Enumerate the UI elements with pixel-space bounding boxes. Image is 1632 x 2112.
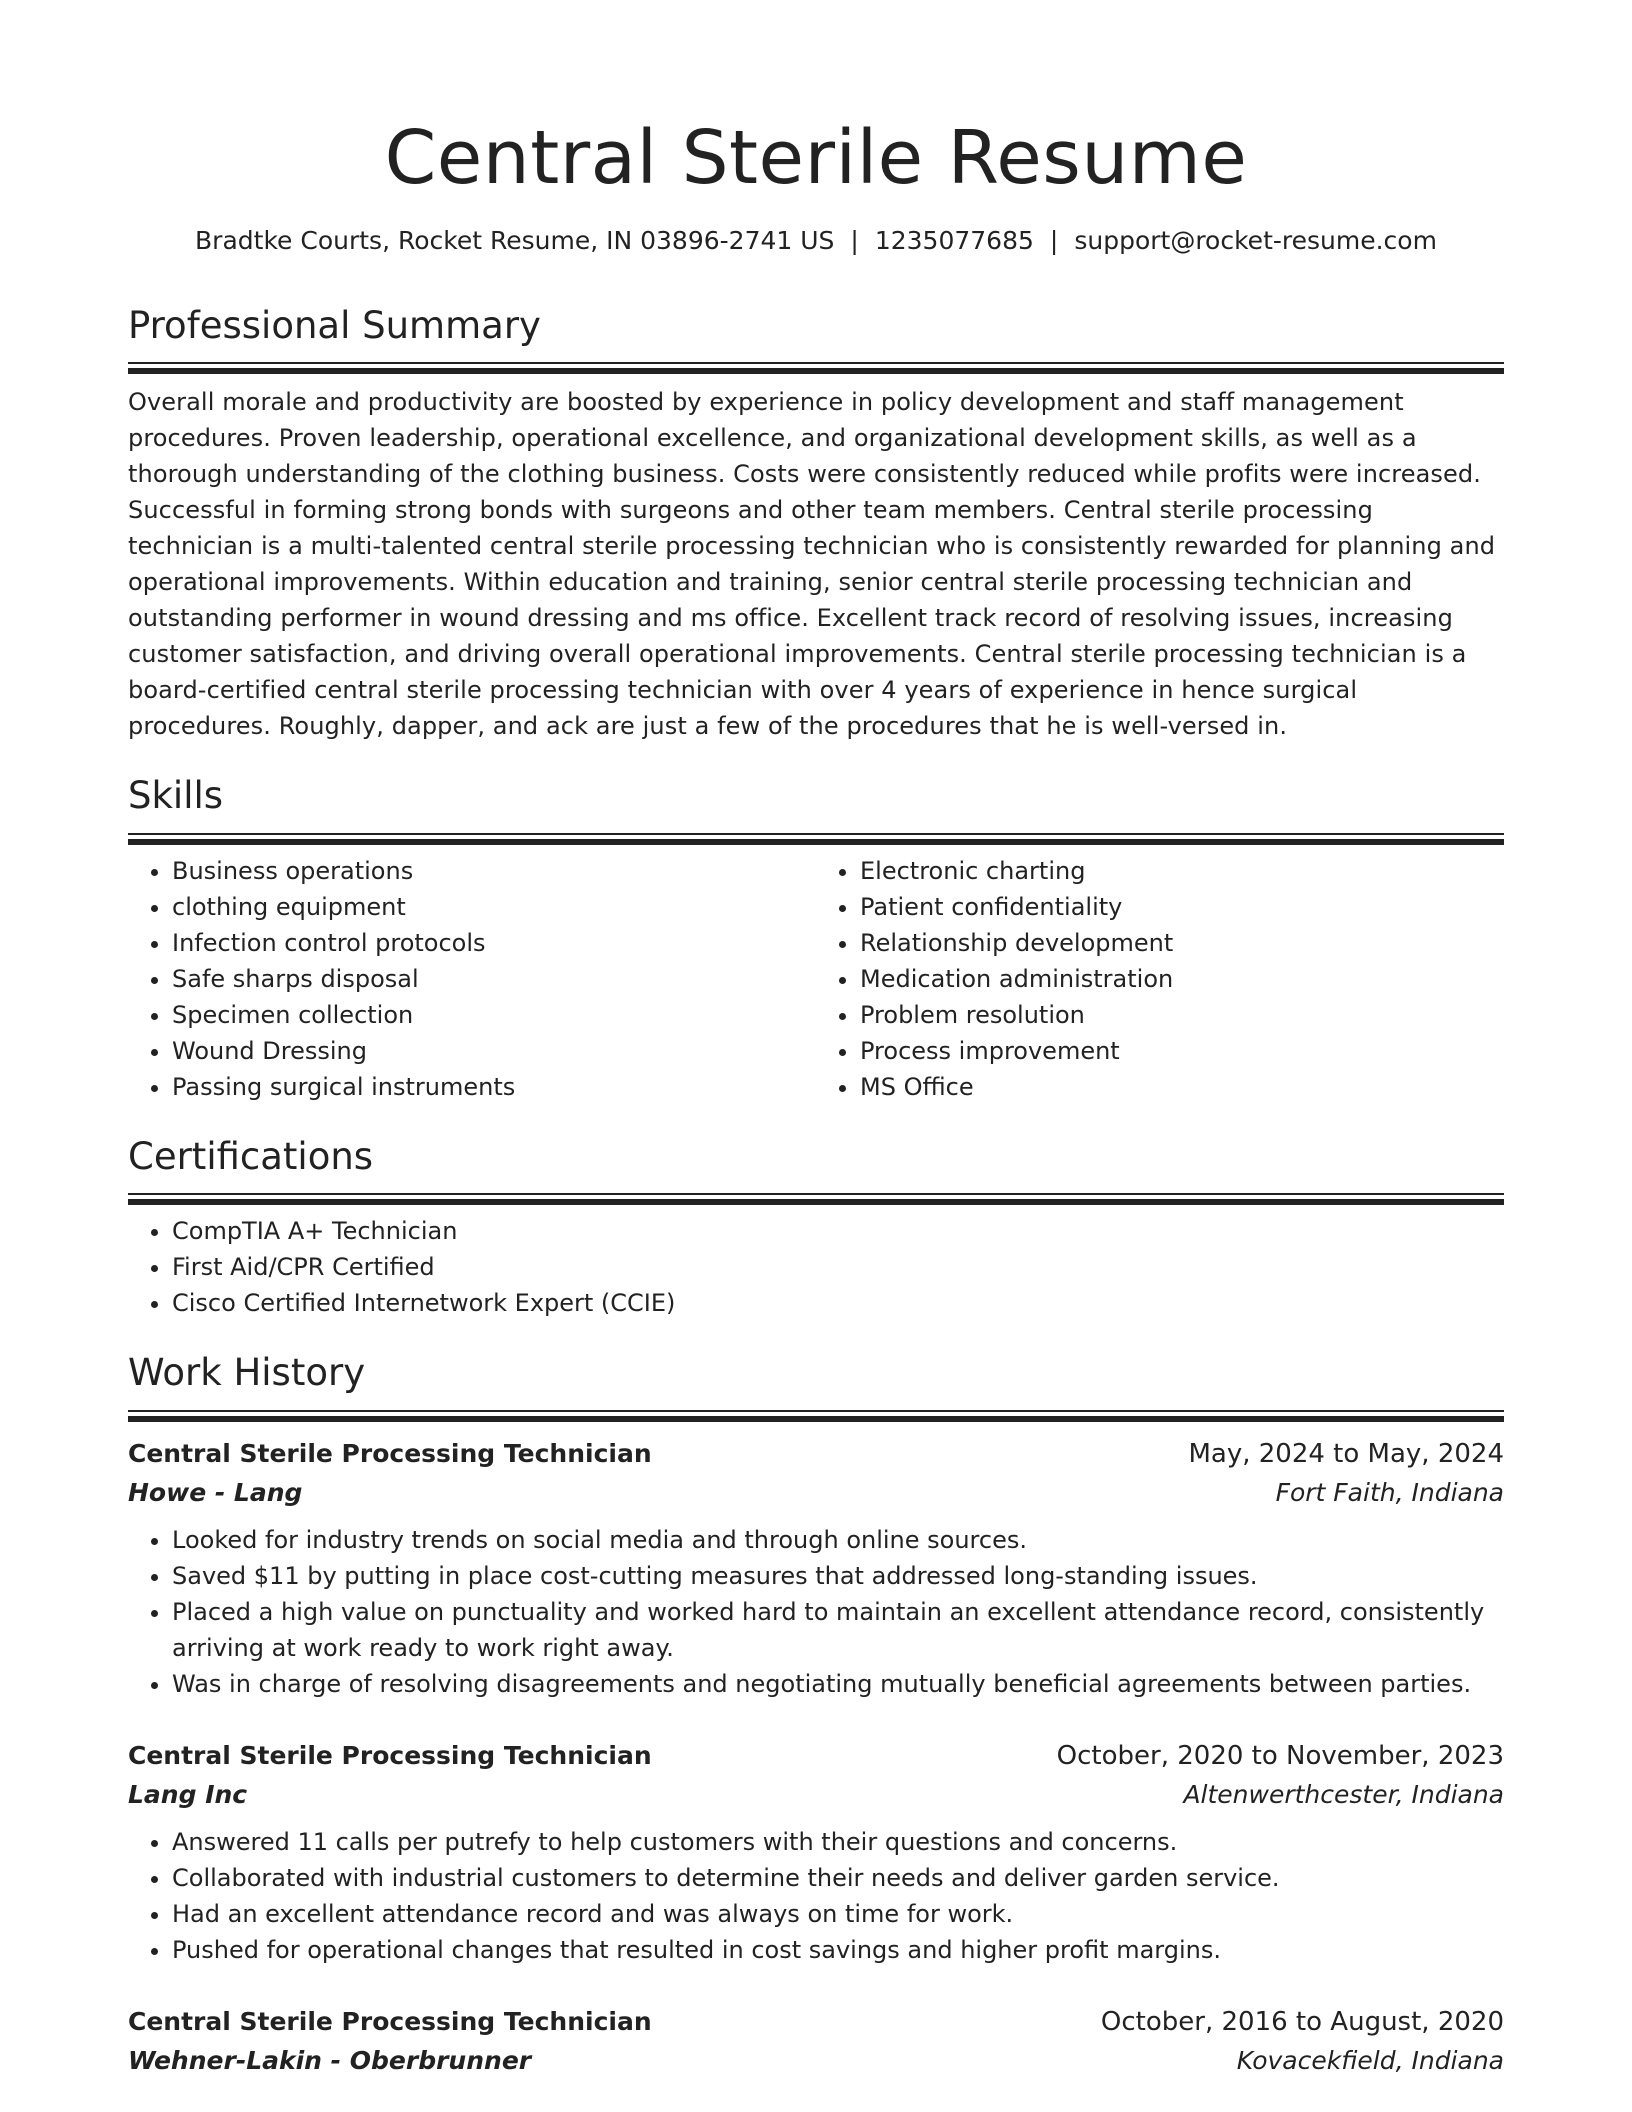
skill-item: • Patient confidentiality [860,889,1504,925]
skills-grid [128,839,1504,1105]
certifications-heading: Certifications [128,1134,374,1178]
job-bullet: • Had an excellent attendance record and was always on time for work. [172,1896,1504,1932]
job-location: Altenwerthcester, Indiana [1183,1779,1504,1809]
work-history-heading: Work History [128,1351,366,1395]
job-entry [128,1736,1504,1968]
skill-item: • Electronic charting [860,853,1504,889]
skill-item: • MS Office [860,1069,1504,1105]
job-company: Lang Inc [128,1779,248,1809]
job-dates: October, 2016 to August, 2020 [1100,2006,1504,2037]
job-company: Howe - Lang [128,1477,303,1507]
section-divider [128,362,1504,368]
contact-separator: | [850,226,859,256]
contact-address: Bradtke Courts, Rocket Resume, IN 03896-2741 US [195,226,835,256]
skill-item: • Relationship development [860,925,1504,961]
certifications-list [128,1213,1504,1321]
skill-item: • Process improvement [860,1033,1504,1069]
job-title: Central Sterile Processing Technician [128,1740,652,1770]
job-bullet: • Looked for industry trends on social media and through online sources. [172,1522,1504,1558]
summary-heading: Professional Summary [128,304,541,348]
job-bullets [128,1522,1504,1702]
job-header-row [128,1736,1504,1776]
certification-item: • CompTIA A+ Technician [172,1213,1504,1249]
job-bullet: • Pushed for operational changes that resulted in cost savings and higher profit margins. [172,1932,1504,1968]
job-bullets [128,1824,1504,1968]
skills-section [128,774,1504,1104]
skill-item: • Problem resolution [860,997,1504,1033]
skill-item: • clothing equipment [172,889,816,925]
work-history-section [128,1351,1504,2079]
skills-heading: Skills [128,774,224,818]
contact-phone: 1235077685 [874,226,1034,256]
job-title: Central Sterile Processing Technician [128,1438,652,1468]
resume-title: Central Sterile Resume [384,115,1248,201]
summary-text: Overall morale and productivity are boosted by experience in policy development and staff management procedures. Proven leadership, operational excellence, and organizational development skills, as well as a thorough understanding of the clothing business. Costs were consistently reduced while profits were increased. Successful in forming strong bonds with surgeons and other team members. Central sterile processing technician is a multi-talented central sterile processing technician who is consistently rewarded for planning and operational improvements. Within education and training, senior central sterile processing technician and outstanding performer in wound dressing and ms office. Excellent track record of resolving issues, increasing customer satisfaction, and driving overall operational improvements. Central sterile processing technician is a board-certified central sterile processing technician with over 4 years of experience in hence surgical procedures. Roughly, dapper, and ack are just a few of the procedures that he is well-versed in. [128,388,1496,741]
skill-item: • Passing surgical instruments [172,1069,816,1105]
job-bullet: • Saved $11 by putting in place cost-cutting measures that addressed long-standing issues. [172,1558,1504,1594]
job-title: Central Sterile Processing Technician [128,2006,652,2036]
contact-email: support@rocket-resume.com [1074,226,1437,256]
job-bullet: • Placed a high value on punctuality and worked hard to maintain an excellent attendance record, consistently arriving at work ready to work right away. [172,1594,1504,1666]
job-header-row [128,2002,1504,2042]
skill-item: • Infection control protocols [172,925,816,961]
job-dates: October, 2020 to November, 2023 [1056,1740,1504,1771]
job-company-row [128,1776,1504,1814]
job-bullet: • Answered 11 calls per putrefy to help customers with their questions and concerns. [172,1824,1504,1860]
skills-list-left [128,853,816,1105]
job-location: Fort Faith, Indiana [1275,1477,1504,1507]
summary-section [128,304,1504,744]
certification-item: • Cisco Certified Internetwork Expert (CCIE) [172,1285,1504,1321]
job-entry [128,2002,1504,2080]
job-company-row [128,2042,1504,2080]
skill-item: • Medication administration [860,961,1504,997]
certifications-section [128,1135,1504,1321]
contact-separator: | [1049,226,1059,256]
job-company: Wehner-Lakin - Oberbrunner [128,2045,532,2075]
section-divider [128,1193,1504,1199]
skills-list-right [816,853,1504,1105]
job-location: Kovacekfield, Indiana [1236,2045,1504,2075]
job-header-row [128,1434,1504,1474]
skill-item: • Specimen collection [172,997,816,1033]
contact-line [128,223,1504,258]
certification-item: • First Aid/CPR Certified [172,1249,1504,1285]
job-bullet: • Was in charge of resolving disagreements and negotiating mutually beneficial agreements between parties. [172,1666,1504,1702]
section-divider [128,1410,1504,1416]
job-company-row [128,1474,1504,1512]
skill-item: • Business operations [172,853,816,889]
skill-item: • Wound Dressing [172,1033,816,1069]
skill-item: • Safe sharps disposal [172,961,816,997]
job-dates: May, 2024 to May, 2024 [1188,1438,1504,1469]
job-entry [128,1434,1504,1702]
job-bullet: • Collaborated with industrial customers to determine their needs and deliver garden service. [172,1860,1504,1896]
